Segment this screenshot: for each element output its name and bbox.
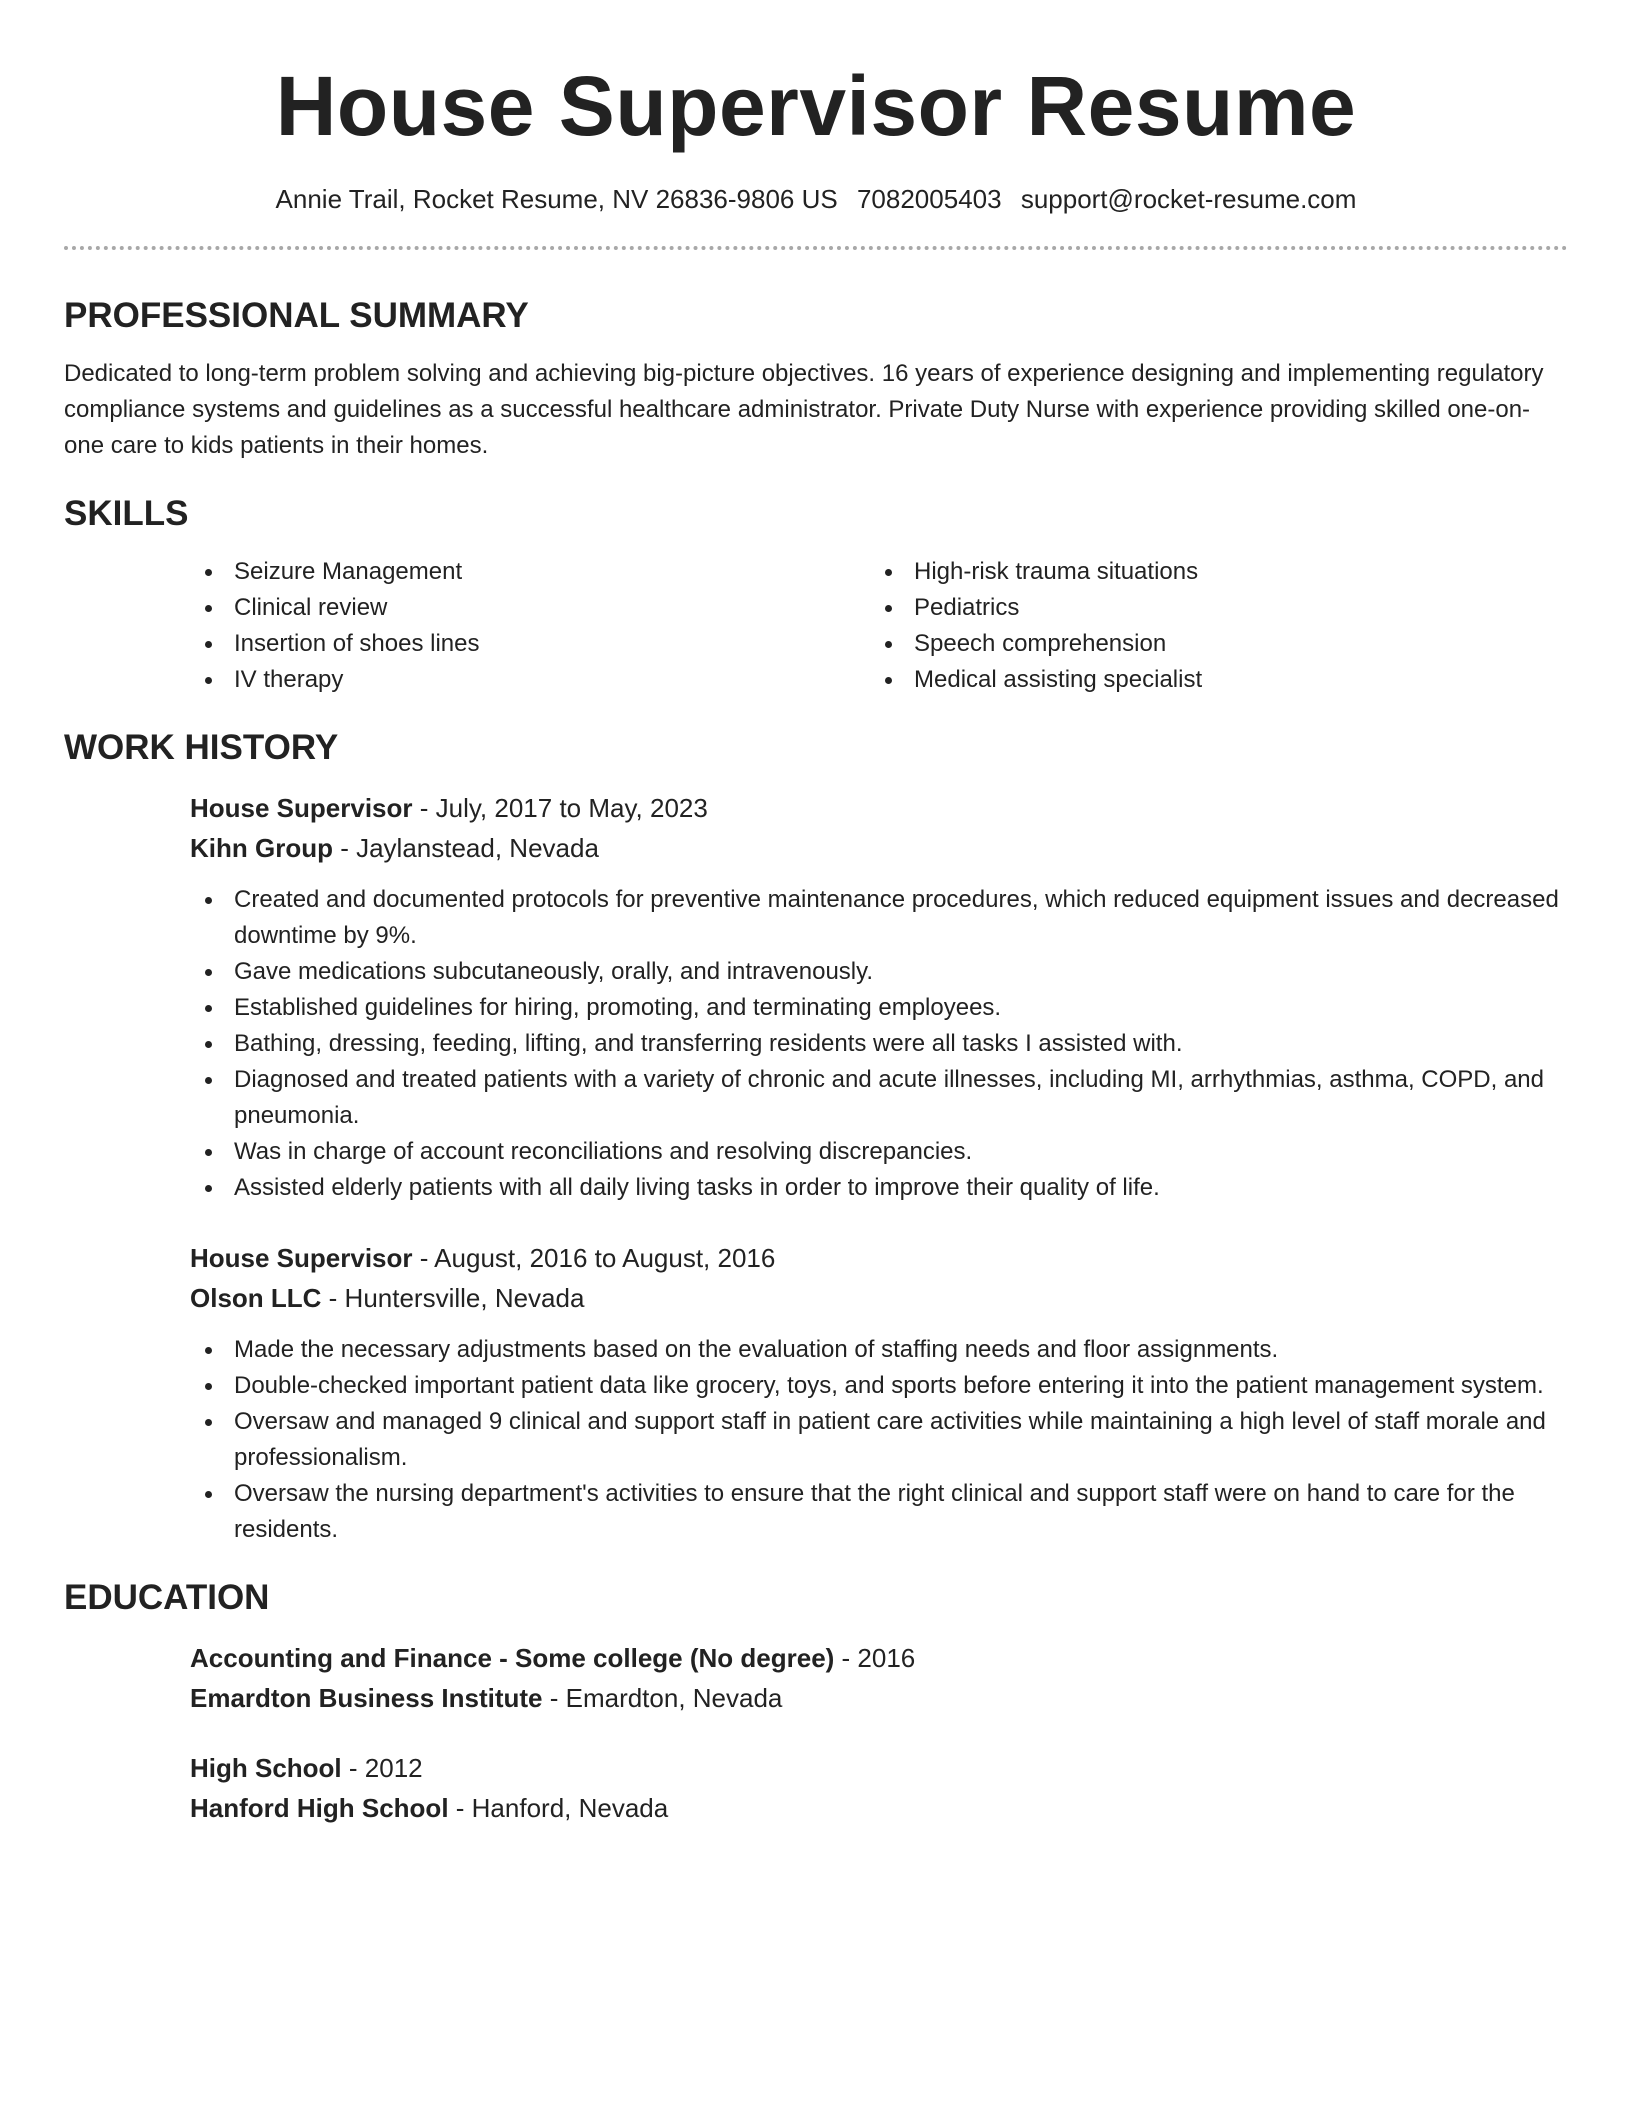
job-entry xyxy=(190,1238,1568,1548)
contact-email: support@rocket-resume.com xyxy=(1020,184,1357,214)
skills-section xyxy=(64,492,1568,698)
job-location: - Jaylanstead, Nevada xyxy=(332,833,599,863)
job-bullet: Created and documented protocols for preventive maintenance procedures, which reduced equipment issues and decreased downtime by 9%. xyxy=(190,882,1568,954)
job-bullet: Made the necessary adjustments based on the evaluation of staffing needs and floor assignments. xyxy=(190,1332,1568,1368)
job-company: Olson LLC xyxy=(190,1283,322,1313)
contact-address: Annie Trail, Rocket Resume, NV 26836-9806 US xyxy=(275,184,838,214)
education-entry xyxy=(190,1748,1568,1828)
summary-section xyxy=(64,294,1568,464)
job-location: - Huntersville, Nevada xyxy=(321,1283,585,1313)
skills-column-left xyxy=(190,554,870,698)
job-bullet: Double-checked important patient data like grocery, toys, and sports before entering it into the patient management system. xyxy=(190,1368,1568,1404)
header-divider xyxy=(64,246,1568,250)
job-title: House Supervisor xyxy=(190,793,413,823)
job-company-line xyxy=(190,828,1568,868)
job-bullet: Established guidelines for hiring, promoting, and terminating employees. xyxy=(190,990,1568,1026)
resume-title: House Supervisor Resume xyxy=(275,59,1357,153)
education-school: Hanford High School xyxy=(190,1793,449,1823)
skills-heading: SKILLS xyxy=(64,494,189,533)
skills-grid xyxy=(190,554,1568,698)
education-degree-line xyxy=(190,1748,1568,1788)
skill-item: Speech comprehension xyxy=(870,626,1550,662)
job-bullet: Was in charge of account reconciliations and resolving discrepancies. xyxy=(190,1134,1568,1170)
job-bullet: Diagnosed and treated patients with a variety of chronic and acute illnesses, including MI, arrhythmias, asthma, COPD, and pneumonia. xyxy=(190,1062,1568,1134)
education-location: - Hanford, Nevada xyxy=(448,1793,669,1823)
skill-item: Medical assisting specialist xyxy=(870,662,1550,698)
education-degree: Accounting and Finance - Some college (No degree) xyxy=(190,1643,835,1673)
work-heading: WORK HISTORY xyxy=(64,728,339,767)
job-bullet: Gave medications subcutaneously, orally, and intravenously. xyxy=(190,954,1568,990)
skills-column-right xyxy=(870,554,1550,698)
job-title: House Supervisor xyxy=(190,1243,413,1273)
education-year: - 2012 xyxy=(341,1753,423,1783)
education-school: Emardton Business Institute xyxy=(190,1683,543,1713)
job-dates: - August, 2016 to August, 2016 xyxy=(412,1243,776,1273)
skill-item: Insertion of shoes lines xyxy=(190,626,870,662)
education-school-line xyxy=(190,1678,1568,1718)
education-heading: EDUCATION xyxy=(64,1578,270,1617)
skill-item: Pediatrics xyxy=(870,590,1550,626)
job-entry xyxy=(190,788,1568,1206)
education-school-line xyxy=(190,1788,1568,1828)
job-bullet: Oversaw and managed 9 clinical and support staff in patient care activities while maintaining a high level of staff morale and professionalism. xyxy=(190,1404,1568,1476)
skill-item: Clinical review xyxy=(190,590,870,626)
job-company-line xyxy=(190,1278,1568,1318)
job-title-line xyxy=(190,1238,1568,1278)
skill-item: Seizure Management xyxy=(190,554,870,590)
job-dates: - July, 2017 to May, 2023 xyxy=(412,793,708,823)
job-bullet: Oversaw the nursing department's activities to ensure that the right clinical and support staff were on hand to care for the residents. xyxy=(190,1476,1568,1548)
education-degree: High School xyxy=(190,1753,342,1783)
work-section xyxy=(64,726,1568,1548)
education-section xyxy=(64,1576,1568,1828)
job-bullets xyxy=(190,1332,1568,1548)
summary-heading: PROFESSIONAL SUMMARY xyxy=(64,296,529,335)
job-title-line xyxy=(190,788,1568,828)
education-entry xyxy=(190,1638,1568,1718)
education-degree-line xyxy=(190,1638,1568,1678)
education-year: - 2016 xyxy=(834,1643,916,1673)
job-bullet: Bathing, dressing, feeding, lifting, and transferring residents were all tasks I assisted with. xyxy=(190,1026,1568,1062)
job-bullet: Assisted elderly patients with all daily living tasks in order to improve their quality of life. xyxy=(190,1170,1568,1206)
skill-item: High-risk trauma situations xyxy=(870,554,1550,590)
education-location: - Emardton, Nevada xyxy=(542,1683,783,1713)
contact-line xyxy=(64,182,1568,216)
contact-phone: 7082005403 xyxy=(856,184,1002,214)
summary-text: Dedicated to long-term problem solving and achieving big-picture objectives. 16 years of experience designing and implementing regulatory compliance systems and guidelines as a successful healthcare administrator. Private Duty Nurse with experience providing skilled one-on-one care to kids patients in their homes. xyxy=(64,360,1544,459)
job-bullets xyxy=(190,882,1568,1206)
job-company: Kihn Group xyxy=(190,833,333,863)
skill-item: IV therapy xyxy=(190,662,870,698)
